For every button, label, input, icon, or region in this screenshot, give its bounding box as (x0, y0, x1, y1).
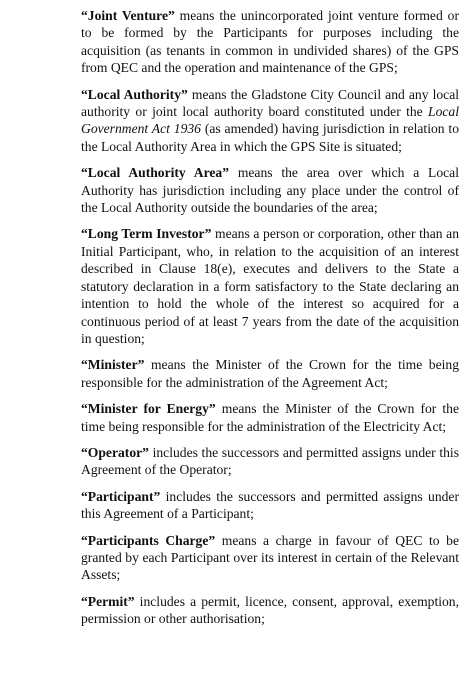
definition-text: means the area over which a Local Authority has jurisdiction including any place under the control of the Local Authority outside the boundaries of the area; (81, 165, 459, 216)
definition-text: means the Minister of the Crown for the time being responsible for the administration of the Electricity Act; (81, 401, 459, 434)
definition-text: means the unincorporated joint venture formed or to be formed by the Participants for purposes including the acquisition (as tenants in common in undivided shares) of the GPS from QEC and the operation and maintenance of the GPS; (81, 8, 459, 76)
definition-term: “Long Term Investor” (81, 226, 212, 242)
definition-text: includes a permit, licence, consent, approval, exemption, permission or other authorisation; (81, 593, 459, 627)
document-page (81, 7, 459, 637)
definition-local-authority-area (81, 164, 459, 216)
definition-permit (81, 593, 459, 628)
definition-term: “Minister” (81, 357, 145, 373)
definition-text: means a person or corporation, other than an Initial Participant, who, in relation to the acquisition of an interest described in Clause 18(e), executes and delivers to the State a statutory declaration in a form satisfactory to the State declaring an intention to hold the whole of the interest so acquired for a continuous period of at least 7 years from the date of the acquisition in question; (81, 226, 459, 346)
definition-term: “Local Authority Area” (81, 165, 230, 181)
definition-text: means the Gladstone City Council and any local authority or joint local authority board constituted under the (81, 86, 460, 120)
definition-term: “Permit” (81, 593, 135, 609)
definition-term: “Operator” (81, 444, 149, 460)
definition-term: “Local Authority” (81, 86, 188, 102)
definition-term: “Participant” (81, 488, 161, 504)
definition-text: includes the successors and permitted assigns under this Agreement of the Operator; (81, 444, 459, 478)
definition-term: “Participants Charge” (81, 532, 216, 548)
act-title: Local Government Act 1936 (81, 104, 459, 137)
definition-text: means the Minister of the Crown for the time being responsible for the administration of the Agreement Act; (81, 357, 459, 390)
definition-joint-venture (81, 7, 459, 77)
definition-text: (as amended) having jurisdiction in relation to the Local Authority Area in which the GPS Site is situated; (81, 121, 459, 154)
definition-term: “Minister for Energy” (81, 401, 216, 417)
definition-term: “Joint Venture” (81, 8, 175, 23)
definition-operator (81, 444, 459, 479)
definition-text: means a charge in favour of QEC to be granted by each Participant over its interest in certain of the Relevant Assets; (81, 532, 459, 583)
definition-participants-charge (81, 532, 459, 584)
definition-text: includes the successors and permitted assigns under this Agreement of a Participant; (81, 488, 459, 522)
definition-local-authority (81, 86, 459, 156)
definition-long-term-investor (81, 225, 459, 347)
definition-participant (81, 488, 459, 523)
definition-minister (81, 356, 459, 391)
definition-minister-for-energy (81, 400, 459, 435)
